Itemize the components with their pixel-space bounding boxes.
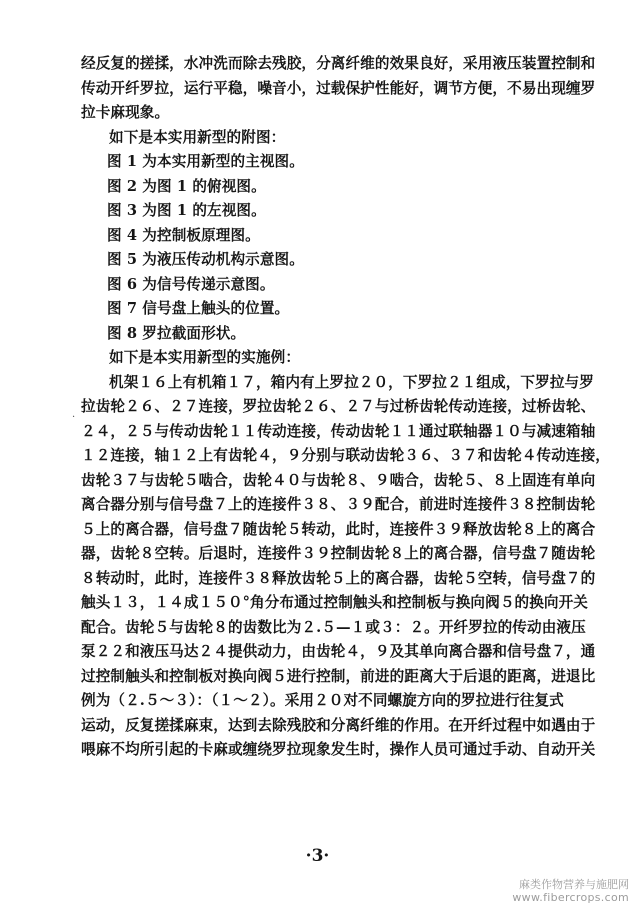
section-heading-embodiment: 如下是本实用新型的实施例：: [109, 349, 301, 366]
figure-caption-3: 图 3 为图 1 的左视图。: [107, 202, 266, 219]
text-line: ５上的离合器，信号盘７随齿轮５转动，此时，连接件３９释放齿轮８上的离合: [81, 520, 596, 538]
text-line: 喂麻不均所引起的卡麻或缠绕罗拉现象发生时，操作人员可通过手动、自动开关: [81, 741, 596, 758]
text-line: 例为（２.５～３）：（１～２）。采用２０对不同螺旋方向的罗拉进行往复式: [81, 692, 564, 709]
figure-caption-1: 图 1 为本实用新型的主视图。: [107, 153, 304, 170]
text-line: ２４，２５与传动齿轮１１传动连接，传动齿轮１１通过联轴器１０与减速箱轴: [81, 422, 596, 440]
margin-mark: ·: [72, 412, 76, 423]
text-line: 经反复的搓揉，水冲洗而除去残胶，分离纤维的效果良好，采用液压装置控制和: [81, 55, 596, 72]
text-line: 拉卡麻现象。: [81, 104, 170, 121]
figure-caption-6: 图 6 为信号传递示意图。: [107, 275, 275, 293]
text-line: １２连接，轴１２上有齿轮４，９分别与联动齿轮３６、３７和齿轮４传动连接，: [81, 447, 610, 464]
figure-caption-8: 图 8 罗拉截面形状。: [107, 324, 246, 342]
body-text: [81, 52, 610, 763]
text-line: 机架１６上有机箱１７，箱内有上罗拉２０，下罗拉２１组成，下罗拉与罗: [109, 373, 594, 391]
section-heading-figures: 如下是本实用新型的附图：: [109, 128, 286, 146]
text-line: 过控制触头和控制板对换向阀５进行控制，前进的距离大于后退的距离，进退比: [81, 667, 596, 685]
figure-caption-4: 图 4 为控制板原理图。: [107, 226, 260, 244]
text-line: 泵２２和液压马达２４提供动力，由齿轮４，９及其单向离合器和信号盘７，通: [81, 643, 596, 660]
text-line: 离合器分别与信号盘７上的连接件３８、３９配合，前进时连接件３８控制齿轮: [81, 496, 596, 513]
page-number: ·3·: [305, 846, 330, 866]
text-line: 拉齿轮２６、２７连接，罗拉齿轮２６、２７与过桥齿轮传动连接，过桥齿轮、: [81, 398, 596, 415]
text-line: 运动，反复搓揉麻束，达到去除残胶和分离纤维的作用。在开纤过程中如遇由于: [81, 716, 596, 734]
text-line: ８转动时，此时，连接件３８释放齿轮５上的离合器，齿轮５空转，信号盘７的: [81, 569, 596, 587]
figure-caption-5: 图 5 为液压传动机构示意图。: [107, 251, 304, 268]
watermark-url: www.fibercrops.com: [512, 891, 629, 904]
text-line: 器，齿轮８空转。后退时，连接件３９控制齿轮８上的离合器，信号盘７随齿轮: [81, 545, 596, 562]
figure-caption-7: 图 7 信号盘上触头的位置。: [107, 300, 290, 317]
text-line: 传动开纤罗拉，运行平稳，噪音小，过载保护性能好，调节方便，不易出现缠罗: [81, 79, 596, 97]
text-line: 齿轮３７与齿轮５啮合，齿轮４０与齿轮８、９啮合，齿轮５、８上固连有单向: [81, 471, 596, 489]
watermark-text: 麻类作物营养与施肥网: [519, 878, 629, 891]
text-line: 配合。齿轮５与齿轮８的齿数比为２.５—１或３：２。开纤罗拉的传动由液压: [81, 618, 586, 636]
text-line: 触头１３，１４成１５０°角分布通过控制触头和控制板与换向阀５的换向开关: [81, 594, 588, 611]
figure-caption-2: 图 2 为图 1 的俯视图。: [107, 177, 266, 195]
watermark: [512, 878, 629, 904]
